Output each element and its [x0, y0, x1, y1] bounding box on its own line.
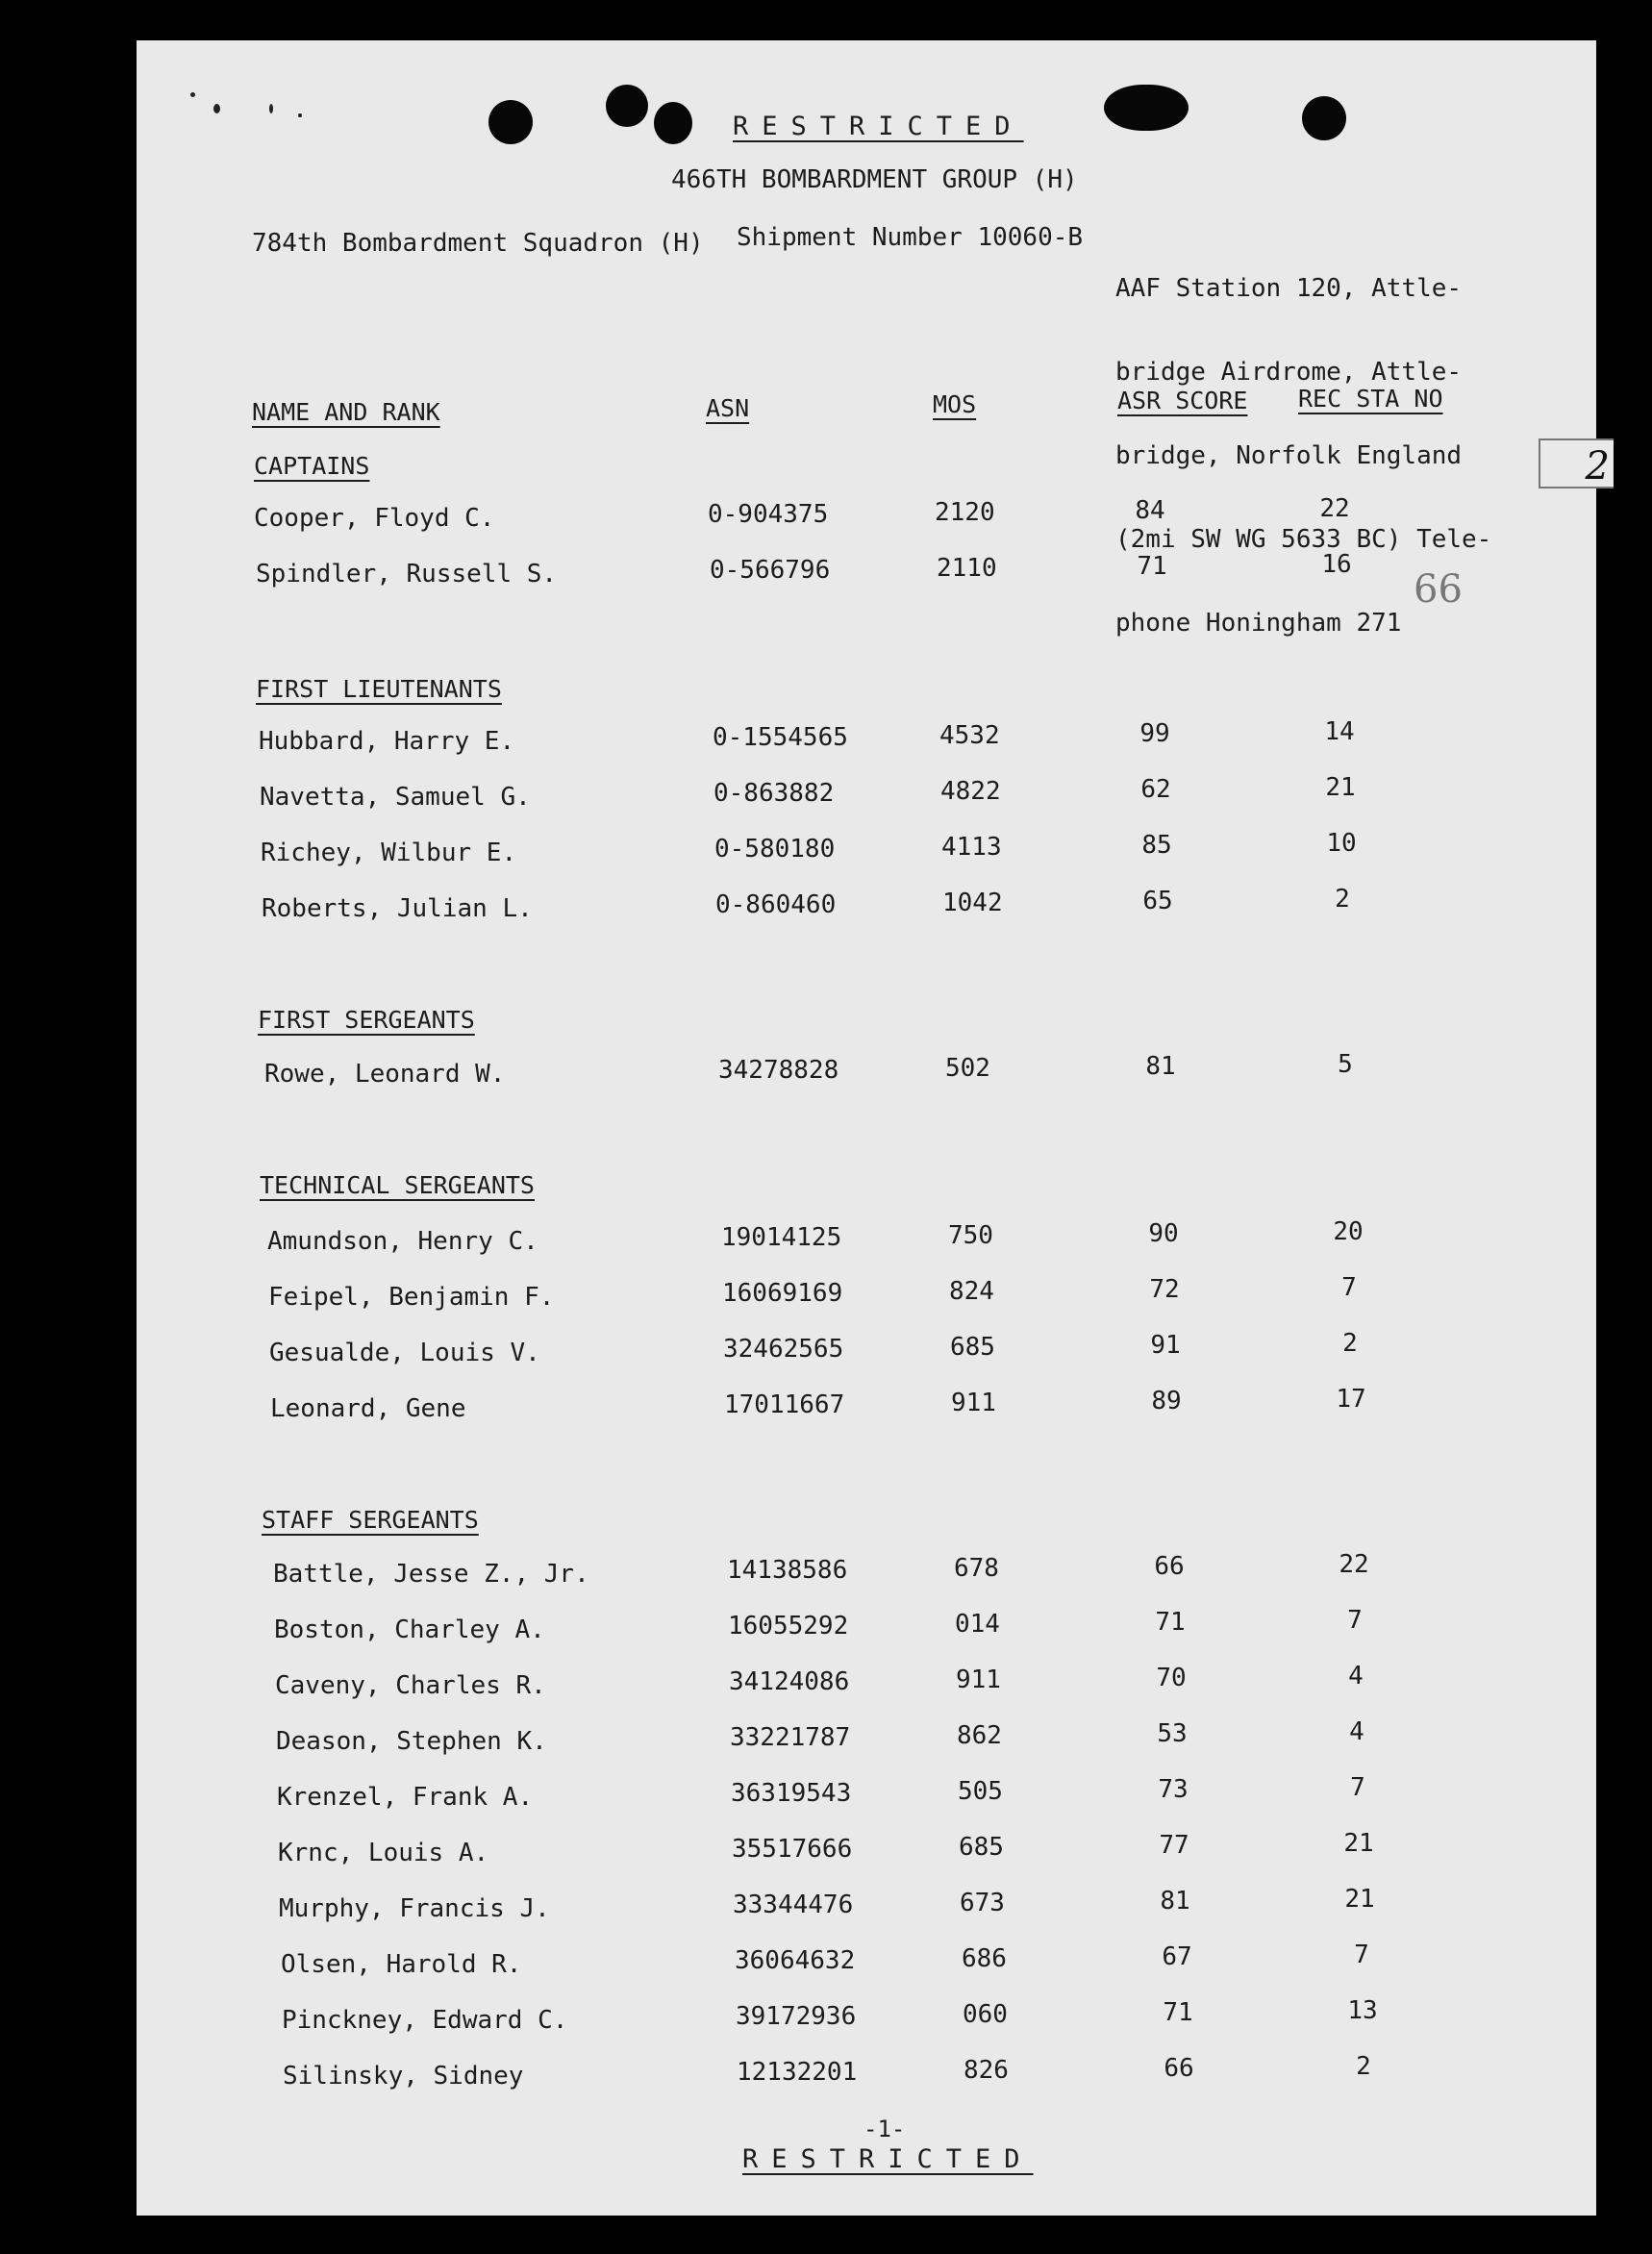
roster-rec-sta-no: 22	[1339, 1550, 1369, 1579]
roster-asr-score: 85	[1141, 831, 1172, 860]
roster-asr-score: 81	[1145, 1052, 1176, 1081]
squadron-name: 784th Bombardment Squadron (H)	[252, 229, 704, 258]
roster-asn: 34124086	[729, 1667, 850, 1696]
column-header-rec-sta-no: REC STA NO	[1298, 385, 1443, 413]
roster-asn: 19014125	[721, 1223, 842, 1252]
roster-asn: 32462565	[723, 1335, 844, 1364]
roster-rec-sta-no: 22	[1319, 494, 1350, 523]
group-title: 466TH BOMBARDMENT GROUP (H)	[671, 165, 1078, 194]
roster-asr-score: 70	[1156, 1664, 1187, 1692]
roster-rec-sta-no: 20	[1333, 1217, 1364, 1246]
tab-number: 2	[1585, 444, 1610, 488]
roster-asn: 0-863882	[713, 779, 835, 808]
roster-asn: 34278828	[718, 1056, 839, 1085]
roster-asn: 14138586	[727, 1556, 848, 1585]
roster-rec-sta-no: 21	[1325, 773, 1356, 802]
roster-asr-score: 71	[1155, 1608, 1186, 1637]
roster-name: Feipel, Benjamin F.	[268, 1283, 555, 1312]
roster-asn: 16069169	[722, 1279, 843, 1308]
roster-mos: 862	[957, 1721, 1002, 1750]
roster-asn: 0-904375	[708, 500, 829, 529]
roster-asr-score: 67	[1162, 1942, 1192, 1971]
station-line: AAF Station 120, Attle-	[1115, 274, 1463, 303]
tab-marker	[1539, 438, 1614, 488]
roster-rec-sta-no: 4	[1349, 1717, 1364, 1746]
roster-asn: 0-580180	[714, 835, 836, 864]
column-header-asr-score: ASR SCORE	[1117, 387, 1248, 414]
roster-rec-sta-no: 17	[1336, 1385, 1366, 1414]
punch-hole	[1104, 85, 1189, 131]
roster-asn: 36319543	[731, 1779, 852, 1808]
roster-asr-score: 84	[1135, 496, 1165, 525]
roster-rec-sta-no: 4	[1348, 1662, 1364, 1690]
roster-asr-score: 53	[1157, 1719, 1188, 1748]
roster-mos: 060	[963, 2000, 1008, 2029]
roster-rec-sta-no: 21	[1344, 1885, 1375, 1914]
roster-asn: 17011667	[724, 1390, 845, 1419]
roster-rec-sta-no: 7	[1354, 1941, 1369, 1969]
roster-rec-sta-no: 13	[1347, 1996, 1378, 2025]
section-title: FIRST LIEUTENANTS	[256, 675, 502, 703]
roster-asr-score: 66	[1164, 2054, 1194, 2083]
roster-name: Caveny, Charles R.	[275, 1671, 546, 1700]
roster-mos: 673	[960, 1889, 1005, 1917]
roster-mos: 911	[956, 1665, 1001, 1694]
roster-asr-score: 77	[1159, 1831, 1189, 1860]
roster-rec-sta-no: 10	[1326, 829, 1357, 858]
roster-asr-score: 90	[1148, 1219, 1179, 1248]
roster-rec-sta-no: 21	[1343, 1829, 1374, 1858]
station-line: phone Honingham 271	[1115, 609, 1402, 638]
roster-asr-score: 81	[1160, 1887, 1190, 1916]
roster-name: Spindler, Russell S.	[256, 560, 558, 589]
roster-rec-sta-no: 7	[1341, 1273, 1357, 1302]
column-header-name: NAME AND RANK	[252, 398, 440, 426]
roster-rec-sta-no: 5	[1338, 1050, 1353, 1079]
roster-mos: 750	[948, 1221, 993, 1250]
roster-mos: 2110	[937, 554, 997, 583]
roster-asr-score: 91	[1150, 1331, 1181, 1360]
roster-name: Deason, Stephen K.	[276, 1727, 547, 1756]
roster-asr-score: 71	[1163, 1998, 1193, 2027]
roster-mos: 911	[951, 1389, 996, 1417]
roster-name: Pinckney, Edward C.	[282, 2006, 568, 2035]
roster-name: Battle, Jesse Z., Jr.	[273, 1560, 589, 1589]
roster-rec-sta-no: 7	[1350, 1773, 1365, 1802]
ink-speck	[269, 104, 273, 113]
roster-asn: 0-860460	[715, 890, 837, 919]
roster-asr-score: 73	[1158, 1775, 1189, 1804]
roster-rec-sta-no: 7	[1347, 1606, 1363, 1635]
roster-mos: 505	[958, 1777, 1003, 1806]
restricted-stamp-bottom: RESTRICTED	[742, 2144, 1034, 2174]
ink-speck	[298, 113, 302, 117]
roster-rec-sta-no: 2	[1342, 1329, 1358, 1358]
roster-asr-score: 71	[1137, 552, 1167, 581]
roster-name: Silinsky, Sidney	[283, 2062, 524, 2091]
ink-speck	[190, 92, 195, 97]
roster-mos: 685	[959, 1833, 1004, 1862]
roster-mos: 4532	[939, 721, 1000, 750]
roster-asn: 39172936	[736, 2002, 857, 2031]
section-title: STAFF SERGEANTS	[262, 1506, 479, 1534]
roster-asn: 33344476	[733, 1891, 854, 1919]
punch-hole	[654, 102, 692, 144]
punch-hole	[606, 85, 648, 127]
roster-name: Roberts, Julian L.	[262, 894, 533, 923]
section-title: FIRST SERGEANTS	[258, 1006, 475, 1034]
roster-mos: 678	[954, 1554, 999, 1583]
roster-asn: 36064632	[735, 1946, 856, 1975]
roster-rec-sta-no: 2	[1335, 885, 1350, 914]
roster-name: Gesualde, Louis V.	[269, 1339, 540, 1367]
roster-name: Hubbard, Harry E.	[259, 727, 515, 756]
roster-name: Leonard, Gene	[270, 1394, 466, 1423]
roster-name: Krnc, Louis A.	[278, 1839, 489, 1867]
roster-mos: 824	[949, 1277, 994, 1306]
roster-name: Krenzel, Frank A.	[277, 1783, 534, 1812]
punch-hole	[488, 100, 533, 144]
roster-asn: 16055292	[728, 1612, 849, 1640]
station-line: (2mi SW WG 5633 BC) Tele-	[1115, 525, 1492, 554]
roster-asn: 0-1554565	[713, 723, 848, 752]
station-line: bridge Airdrome, Attle-	[1115, 358, 1463, 387]
shipment-number: Shipment Number 10060-B	[737, 223, 1084, 252]
roster-asn: 12132201	[737, 2058, 858, 2087]
roster-name: Cooper, Floyd C.	[254, 504, 495, 533]
roster-mos: 4113	[941, 833, 1002, 862]
section-title: CAPTAINS	[254, 452, 370, 480]
roster-name: Amundson, Henry C.	[267, 1227, 538, 1256]
page-mark: 66	[1414, 567, 1463, 612]
roster-mos: 826	[964, 2056, 1009, 2085]
roster-rec-sta-no: 2	[1356, 2052, 1371, 2081]
ink-speck	[213, 104, 220, 113]
station-line: bridge, Norfolk England	[1115, 441, 1463, 470]
roster-asr-score: 72	[1149, 1275, 1180, 1304]
roster-mos: 686	[962, 1944, 1007, 1973]
roster-asr-score: 65	[1142, 887, 1173, 915]
roster-asr-score: 99	[1139, 719, 1170, 748]
roster-mos: 014	[955, 1610, 1000, 1639]
roster-name: Boston, Charley A.	[274, 1615, 545, 1644]
roster-mos: 1042	[942, 889, 1003, 917]
roster-asr-score: 89	[1151, 1387, 1182, 1415]
roster-asn: 35517666	[732, 1835, 853, 1864]
roster-name: Murphy, Francis J.	[279, 1894, 550, 1923]
roster-name: Olsen, Harold R.	[281, 1950, 522, 1979]
roster-asr-score: 66	[1154, 1552, 1185, 1581]
roster-name: Navetta, Samuel G.	[260, 783, 531, 812]
roster-rec-sta-no: 14	[1324, 717, 1355, 746]
section-title: TECHNICAL SERGEANTS	[260, 1171, 535, 1199]
page-number: -1-	[864, 2116, 906, 2142]
roster-name: Rowe, Leonard W.	[264, 1060, 506, 1089]
roster-mos: 685	[950, 1333, 995, 1362]
roster-asr-score: 62	[1140, 775, 1171, 804]
column-header-asn: ASN	[706, 394, 750, 422]
roster-mos: 502	[945, 1054, 990, 1083]
column-header-mos: MOS	[933, 390, 977, 418]
roster-rec-sta-no: 16	[1321, 550, 1352, 579]
punch-hole	[1302, 96, 1346, 140]
roster-asn: 0-566796	[710, 556, 831, 585]
restricted-stamp-top: RESTRICTED	[733, 112, 1024, 141]
roster-name: Richey, Wilbur E.	[261, 839, 517, 867]
roster-mos: 4822	[940, 777, 1001, 806]
roster-asn: 33221787	[730, 1723, 851, 1752]
roster-mos: 2120	[935, 498, 995, 527]
